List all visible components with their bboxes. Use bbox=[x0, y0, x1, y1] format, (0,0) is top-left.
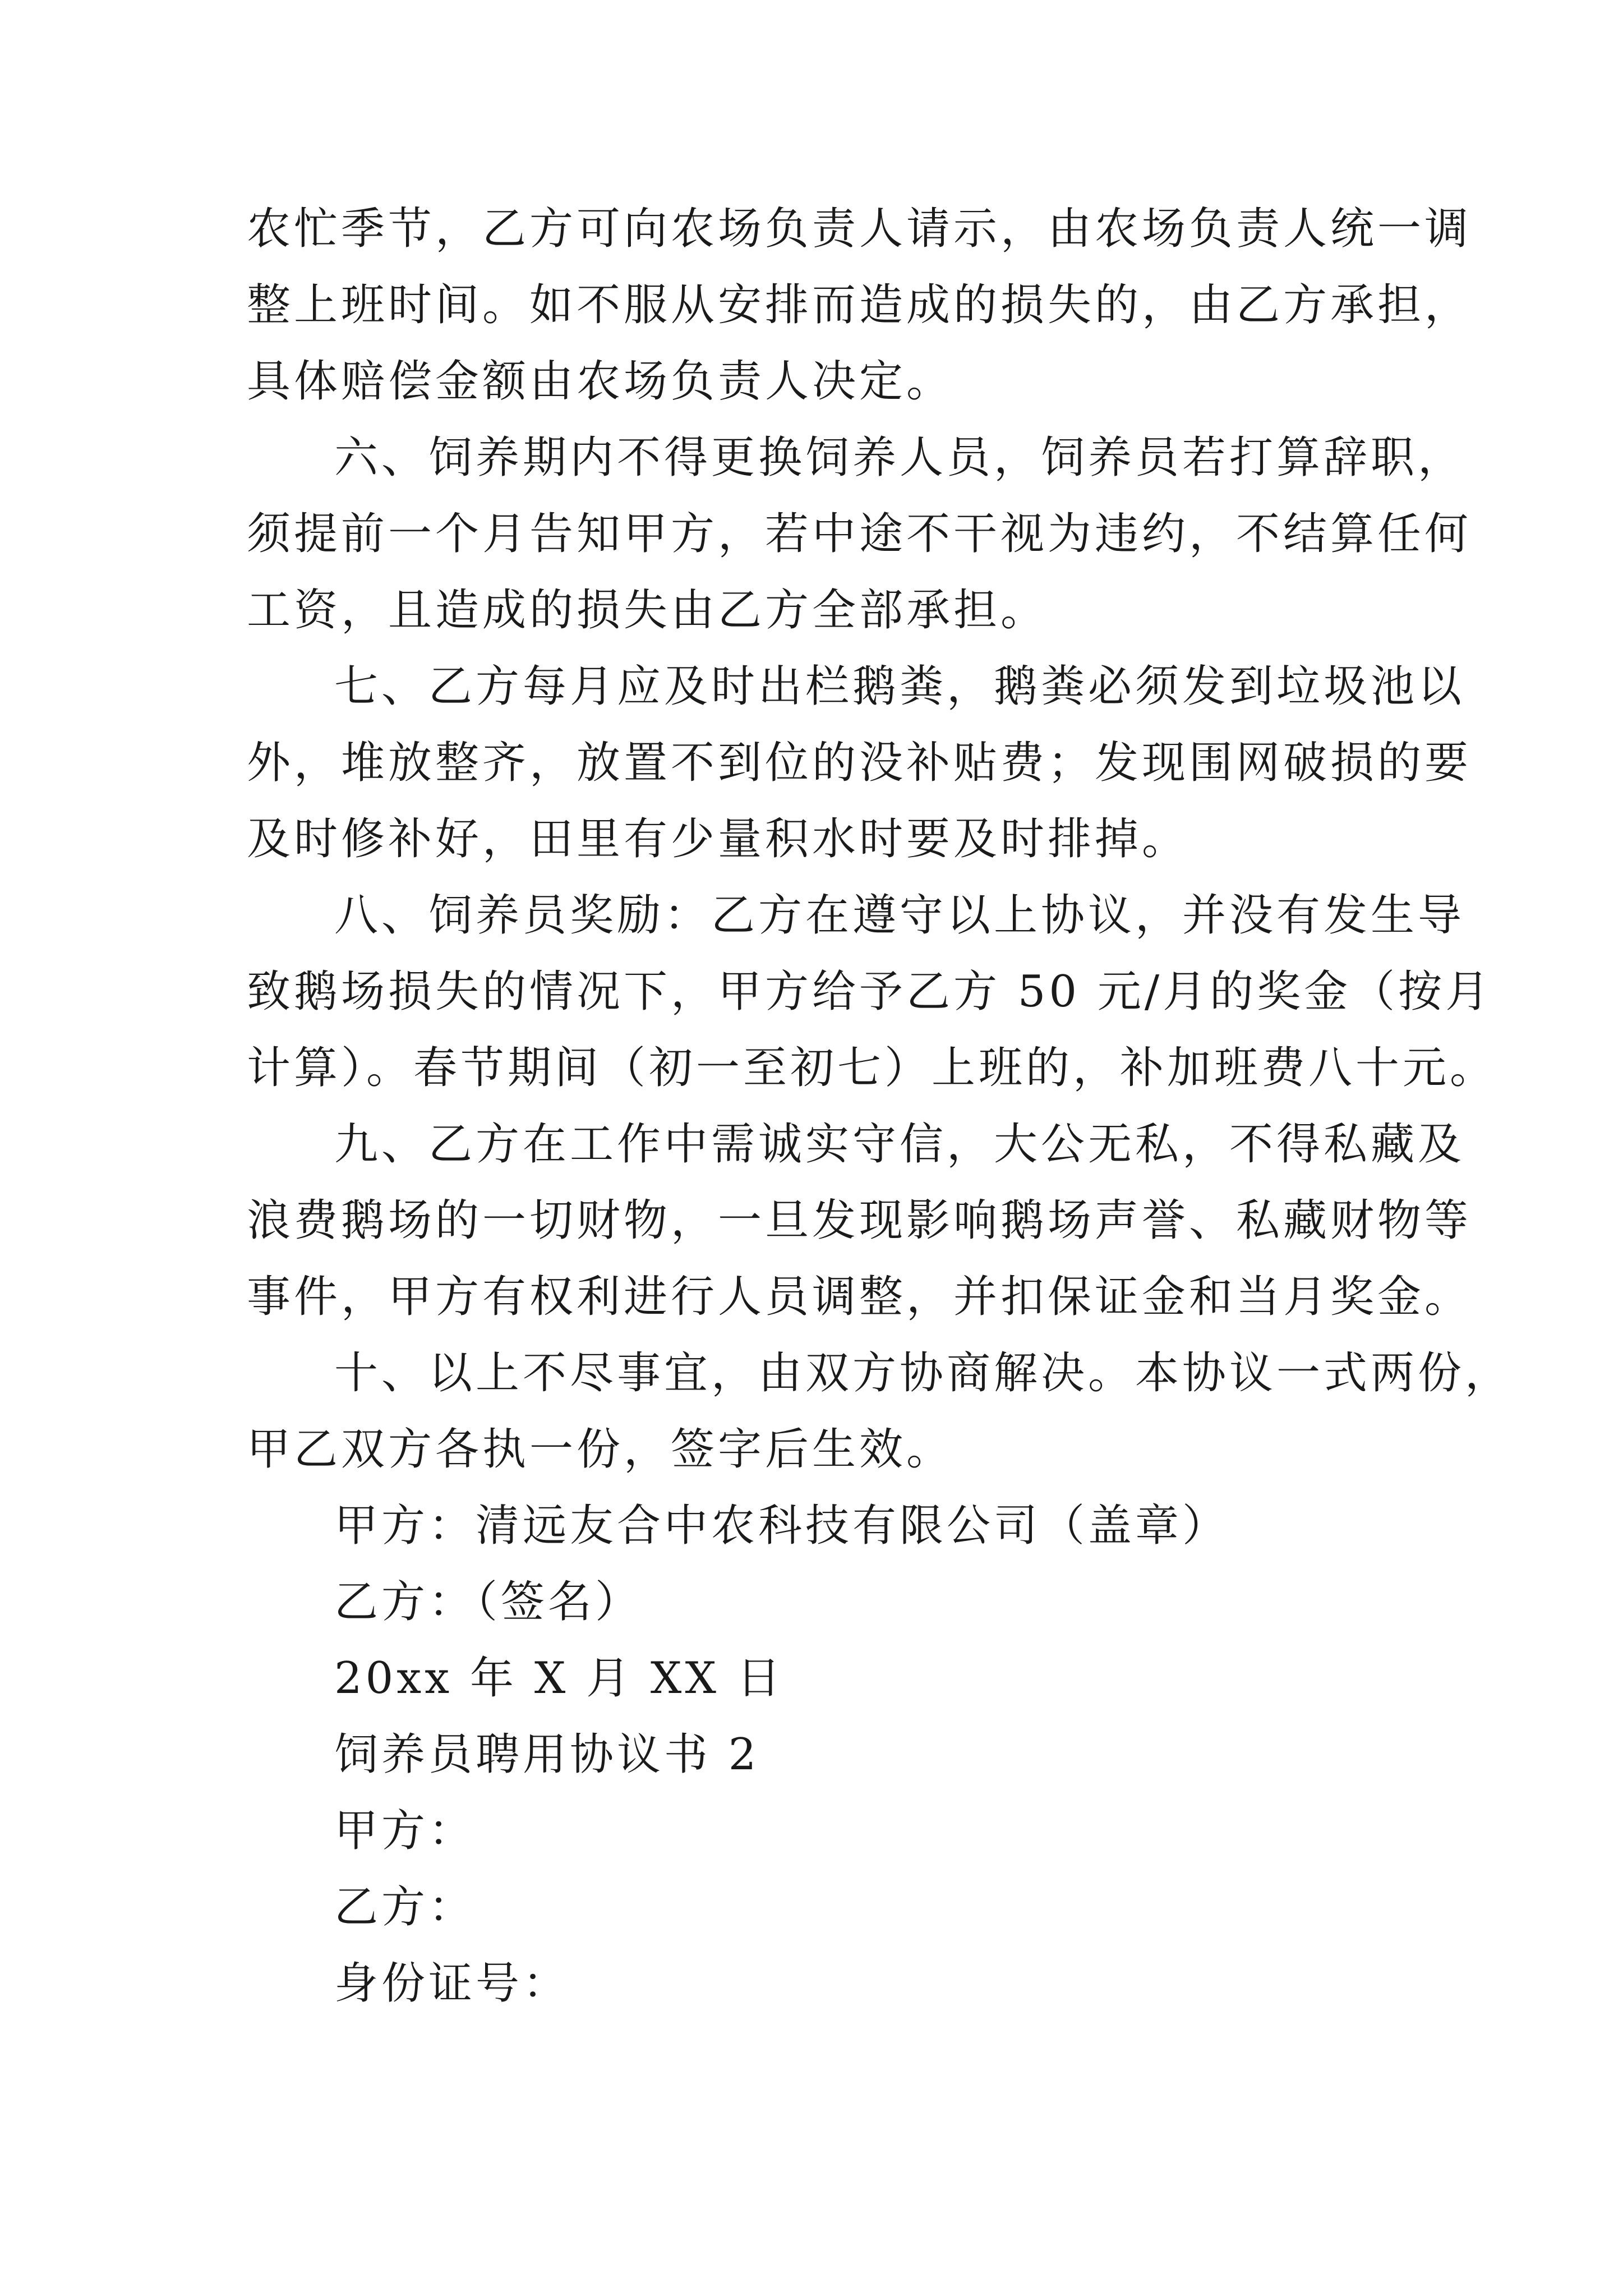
text-line: 浪费鹅场的一切财物，一旦发现影响鹅场声誉、私藏财物等 bbox=[247, 1195, 1472, 1246]
paragraph-clause-9 bbox=[247, 1106, 1472, 1335]
paragraph-farm-season bbox=[247, 191, 1472, 420]
party-b-signature: 乙方：（签名） bbox=[334, 1577, 643, 1627]
text-line: 计算）。春节期间（初一至初七）上班的，补加班费八十元。 bbox=[247, 1043, 1497, 1093]
paragraph-clause-8 bbox=[247, 877, 1497, 1106]
id-number-field: 身份证号： bbox=[334, 1958, 570, 2009]
party-a-field: 甲方： bbox=[334, 1806, 476, 1856]
text-line: 十、以上不尽事宜，由双方协商解决。本协议一式两份， bbox=[334, 1348, 1513, 1398]
text-line: 外，堆放整齐，放置不到位的没补贴费；发现围网破损的要 bbox=[247, 738, 1472, 788]
text-line: 工资，且造成的损失由乙方全部承担。 bbox=[247, 585, 1048, 636]
paragraph-clause-10 bbox=[247, 1335, 1513, 1488]
text-line: 九、乙方在工作中需诚实守信，大公无私，不得私藏及 bbox=[334, 1119, 1465, 1170]
text-line: 整上班时间。如不服从安排而造成的损失的，由乙方承担， bbox=[247, 280, 1472, 330]
next-agreement-section bbox=[247, 1717, 1391, 2022]
paragraph-clause-7 bbox=[247, 648, 1472, 877]
party-a-signature: 甲方：清远友合中农科技有限公司（盖章） bbox=[334, 1501, 1230, 1551]
text-line: 须提前一个月告知甲方，若中途不干视为违约，不结算任何 bbox=[247, 509, 1472, 559]
document-page bbox=[247, 191, 1513, 2022]
text-line: 事件，甲方有权利进行人员调整，并扣保证金和当月奖金。 bbox=[247, 1272, 1472, 1322]
signature-date: 20xx 年 X 月 XX 日 bbox=[334, 1653, 784, 1704]
text-line: 七、乙方每月应及时出栏鹅粪，鹅粪必须发到垃圾池以 bbox=[334, 661, 1465, 712]
signature-block bbox=[247, 1488, 1391, 1717]
text-line: 农忙季节，乙方可向农场负责人请示，由农场负责人统一调 bbox=[247, 204, 1472, 254]
section-title: 饲养员聘用协议书 2 bbox=[334, 1729, 760, 1780]
paragraph-clause-6 bbox=[247, 420, 1472, 648]
text-line: 甲乙双方各执一份，签字后生效。 bbox=[247, 1424, 954, 1475]
party-b-field: 乙方： bbox=[334, 1882, 476, 1932]
text-line: 致鹅场损失的情况下，甲方给予乙方 50 元/月的奖金（按月 bbox=[247, 967, 1493, 1017]
text-line: 具体赔偿金额由农场负责人决定。 bbox=[247, 356, 954, 407]
text-line: 八、饲养员奖励：乙方在遵守以上协议，并没有发生导 bbox=[334, 890, 1465, 941]
text-line: 六、饲养期内不得更换饲养人员，饲养员若打算辞职， bbox=[334, 432, 1465, 483]
text-line: 及时修补好，田里有少量积水时要及时排掉。 bbox=[247, 814, 1189, 864]
